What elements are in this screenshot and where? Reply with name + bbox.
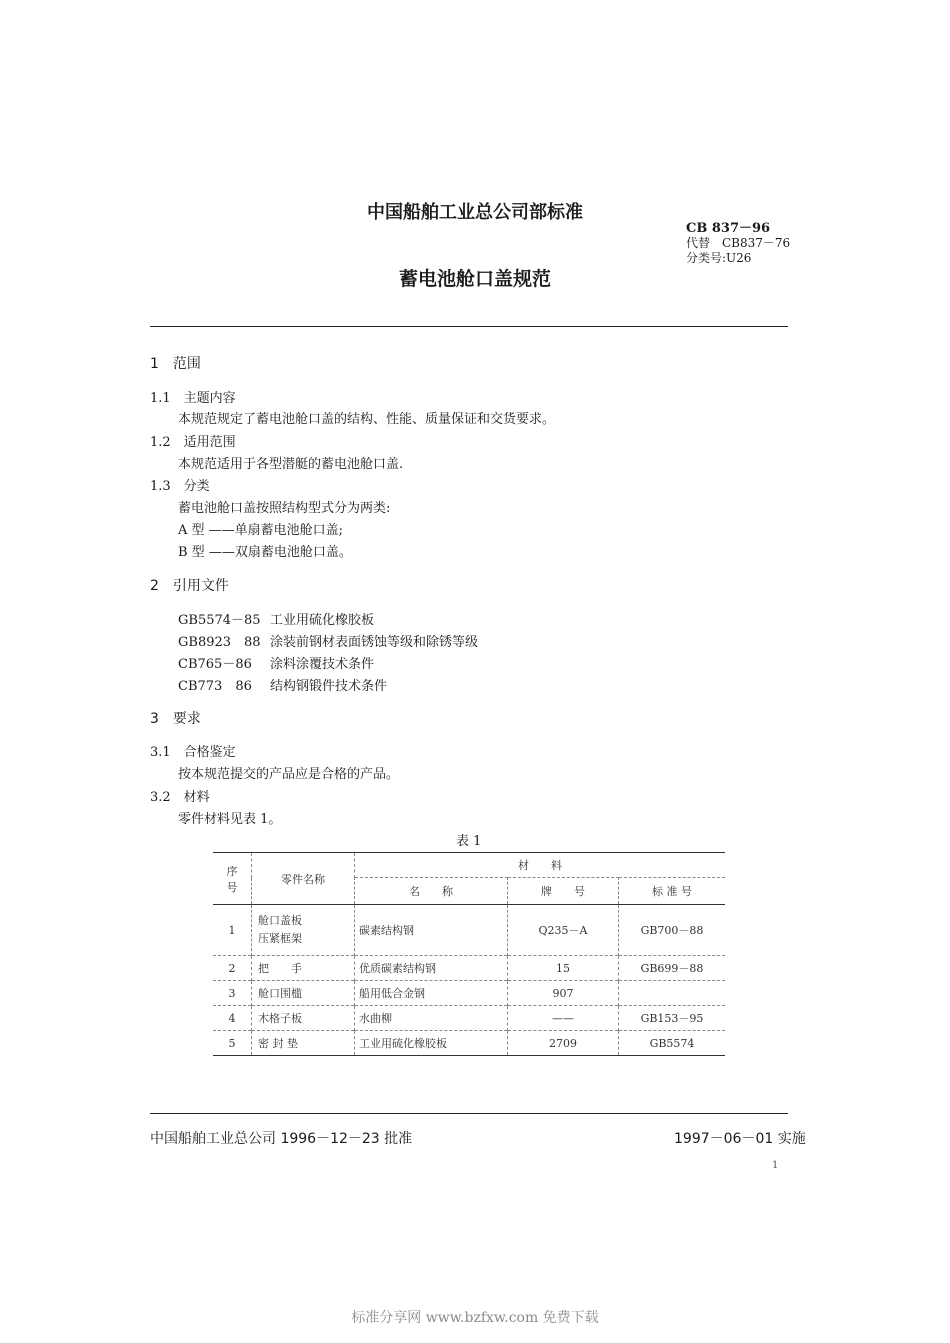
row-material-name: 船用低合金钢	[355, 981, 508, 1006]
materials-table	[213, 852, 725, 1056]
section-3-2-heading: 3.2 材料	[150, 790, 210, 805]
org-title: 中国船舶工业总公司部标准	[367, 202, 583, 223]
effective-date: 1997－06－01 实施	[674, 1131, 806, 1147]
row-material-name: 优质碳素结构钢	[355, 956, 508, 981]
row-index: 2	[213, 956, 252, 981]
row-standard-number	[619, 981, 726, 1006]
grade-header: 牌 号	[508, 878, 619, 905]
table-row	[213, 956, 725, 981]
section-3-2-text: 零件材料见表 1。	[178, 812, 282, 827]
row-grade: 2709	[508, 1031, 619, 1056]
index-header-bottom: 号	[226, 880, 238, 894]
standard-code: CB 837－96	[686, 221, 771, 236]
row-grade: Q235－A	[508, 905, 619, 956]
material-header: 材 料	[355, 853, 726, 878]
top-divider	[150, 326, 788, 327]
section-3-heading: 3 要求	[150, 711, 201, 727]
row-part-name: 木格子板	[252, 1006, 355, 1031]
table-caption: 表 1	[456, 834, 482, 849]
row-material-name: 水曲柳	[355, 1006, 508, 1031]
replaces-code: 代替 CB837－76	[686, 236, 791, 250]
section-1-1-heading: 1.1 主题内容	[150, 391, 236, 406]
row-part-name	[252, 905, 355, 956]
type-a-item: A 型 ——单扇蓄电池舱口盖;	[178, 523, 344, 538]
row-index: 5	[213, 1031, 252, 1056]
table-row	[213, 1031, 725, 1056]
ref-title: 涂料涂覆技术条件	[270, 657, 375, 672]
section-1-1-text: 本规范规定了蓄电池舱口盖的结构、性能、质量保证和交货要求。	[178, 412, 556, 427]
index-header	[213, 853, 252, 905]
section-2-heading: 2 引用文件	[150, 578, 229, 594]
page-mark: 1	[772, 1160, 779, 1171]
row-grade: ——	[508, 1006, 619, 1031]
row-material-name: 碳素结构钢	[355, 905, 508, 956]
row-part-name: 密 封 垫	[252, 1031, 355, 1056]
row-material-name: 工业用硫化橡胶板	[355, 1031, 508, 1056]
section-1-3-text: 蓄电池舱口盖按照结构型式分为两类:	[178, 501, 391, 516]
ref-title: 工业用硫化橡胶板	[270, 613, 375, 628]
material-name-header: 名 称	[355, 878, 508, 905]
row-standard-number: GB153－95	[619, 1006, 726, 1031]
section-1-3-heading: 1.3 分类	[150, 479, 210, 494]
standard-number-header: 标 准 号	[619, 878, 726, 905]
section-3-1-text: 按本规范提交的产品应是合格的产品。	[178, 767, 400, 782]
section-1-2-text: 本规范适用于各型潜艇的蓄电池舱口盖.	[178, 457, 404, 472]
row-index: 1	[213, 905, 252, 956]
type-b-item: B 型 ——双扇蓄电池舱口盖。	[178, 545, 352, 560]
part-name-header: 零件名称	[252, 853, 355, 905]
bottom-divider	[150, 1113, 788, 1114]
row-standard-number: GB5574	[619, 1031, 726, 1056]
ref-code: CB765－86	[178, 657, 252, 672]
watermark-text: 标准分享网 www.bzfxw.com 免费下载	[351, 1310, 599, 1326]
ref-title: 涂装前钢材表面锈蚀等级和除锈等级	[270, 635, 479, 650]
row-part-name: 舱口围槛	[252, 981, 355, 1006]
ref-code: CB773 86	[178, 679, 252, 694]
table-row	[213, 905, 725, 956]
section-1-2-heading: 1.2 适用范围	[150, 435, 236, 450]
table-header-row	[213, 853, 725, 878]
ref-code: GB5574－85	[178, 613, 261, 628]
section-1-heading: 1 范围	[150, 356, 201, 372]
row-grade: 15	[508, 956, 619, 981]
row-standard-number: GB699－88	[619, 956, 726, 981]
section-3-1-heading: 3.1 合格鉴定	[150, 745, 236, 760]
table-row	[213, 1006, 725, 1031]
row-index: 4	[213, 1006, 252, 1031]
row-grade: 907	[508, 981, 619, 1006]
table-row	[213, 981, 725, 1006]
approval-line: 中国船舶工业总公司 1996－12－23 批准	[150, 1131, 413, 1147]
standard-meta	[686, 221, 790, 266]
document-title: 蓄电池舱口盖规范	[398, 268, 551, 290]
row-standard-number: GB700－88	[619, 905, 726, 956]
ref-code: GB8923 88	[178, 635, 261, 650]
ref-title: 结构钢锻件技术条件	[270, 679, 388, 694]
row-part-name-line: 舱口盖板	[258, 914, 302, 927]
row-part-name-line: 压紧框架	[258, 932, 302, 945]
row-index: 3	[213, 981, 252, 1006]
classification-number: 分类号:U26	[686, 251, 752, 265]
index-header-top: 序	[226, 864, 238, 878]
row-part-name: 把 手	[252, 956, 355, 981]
